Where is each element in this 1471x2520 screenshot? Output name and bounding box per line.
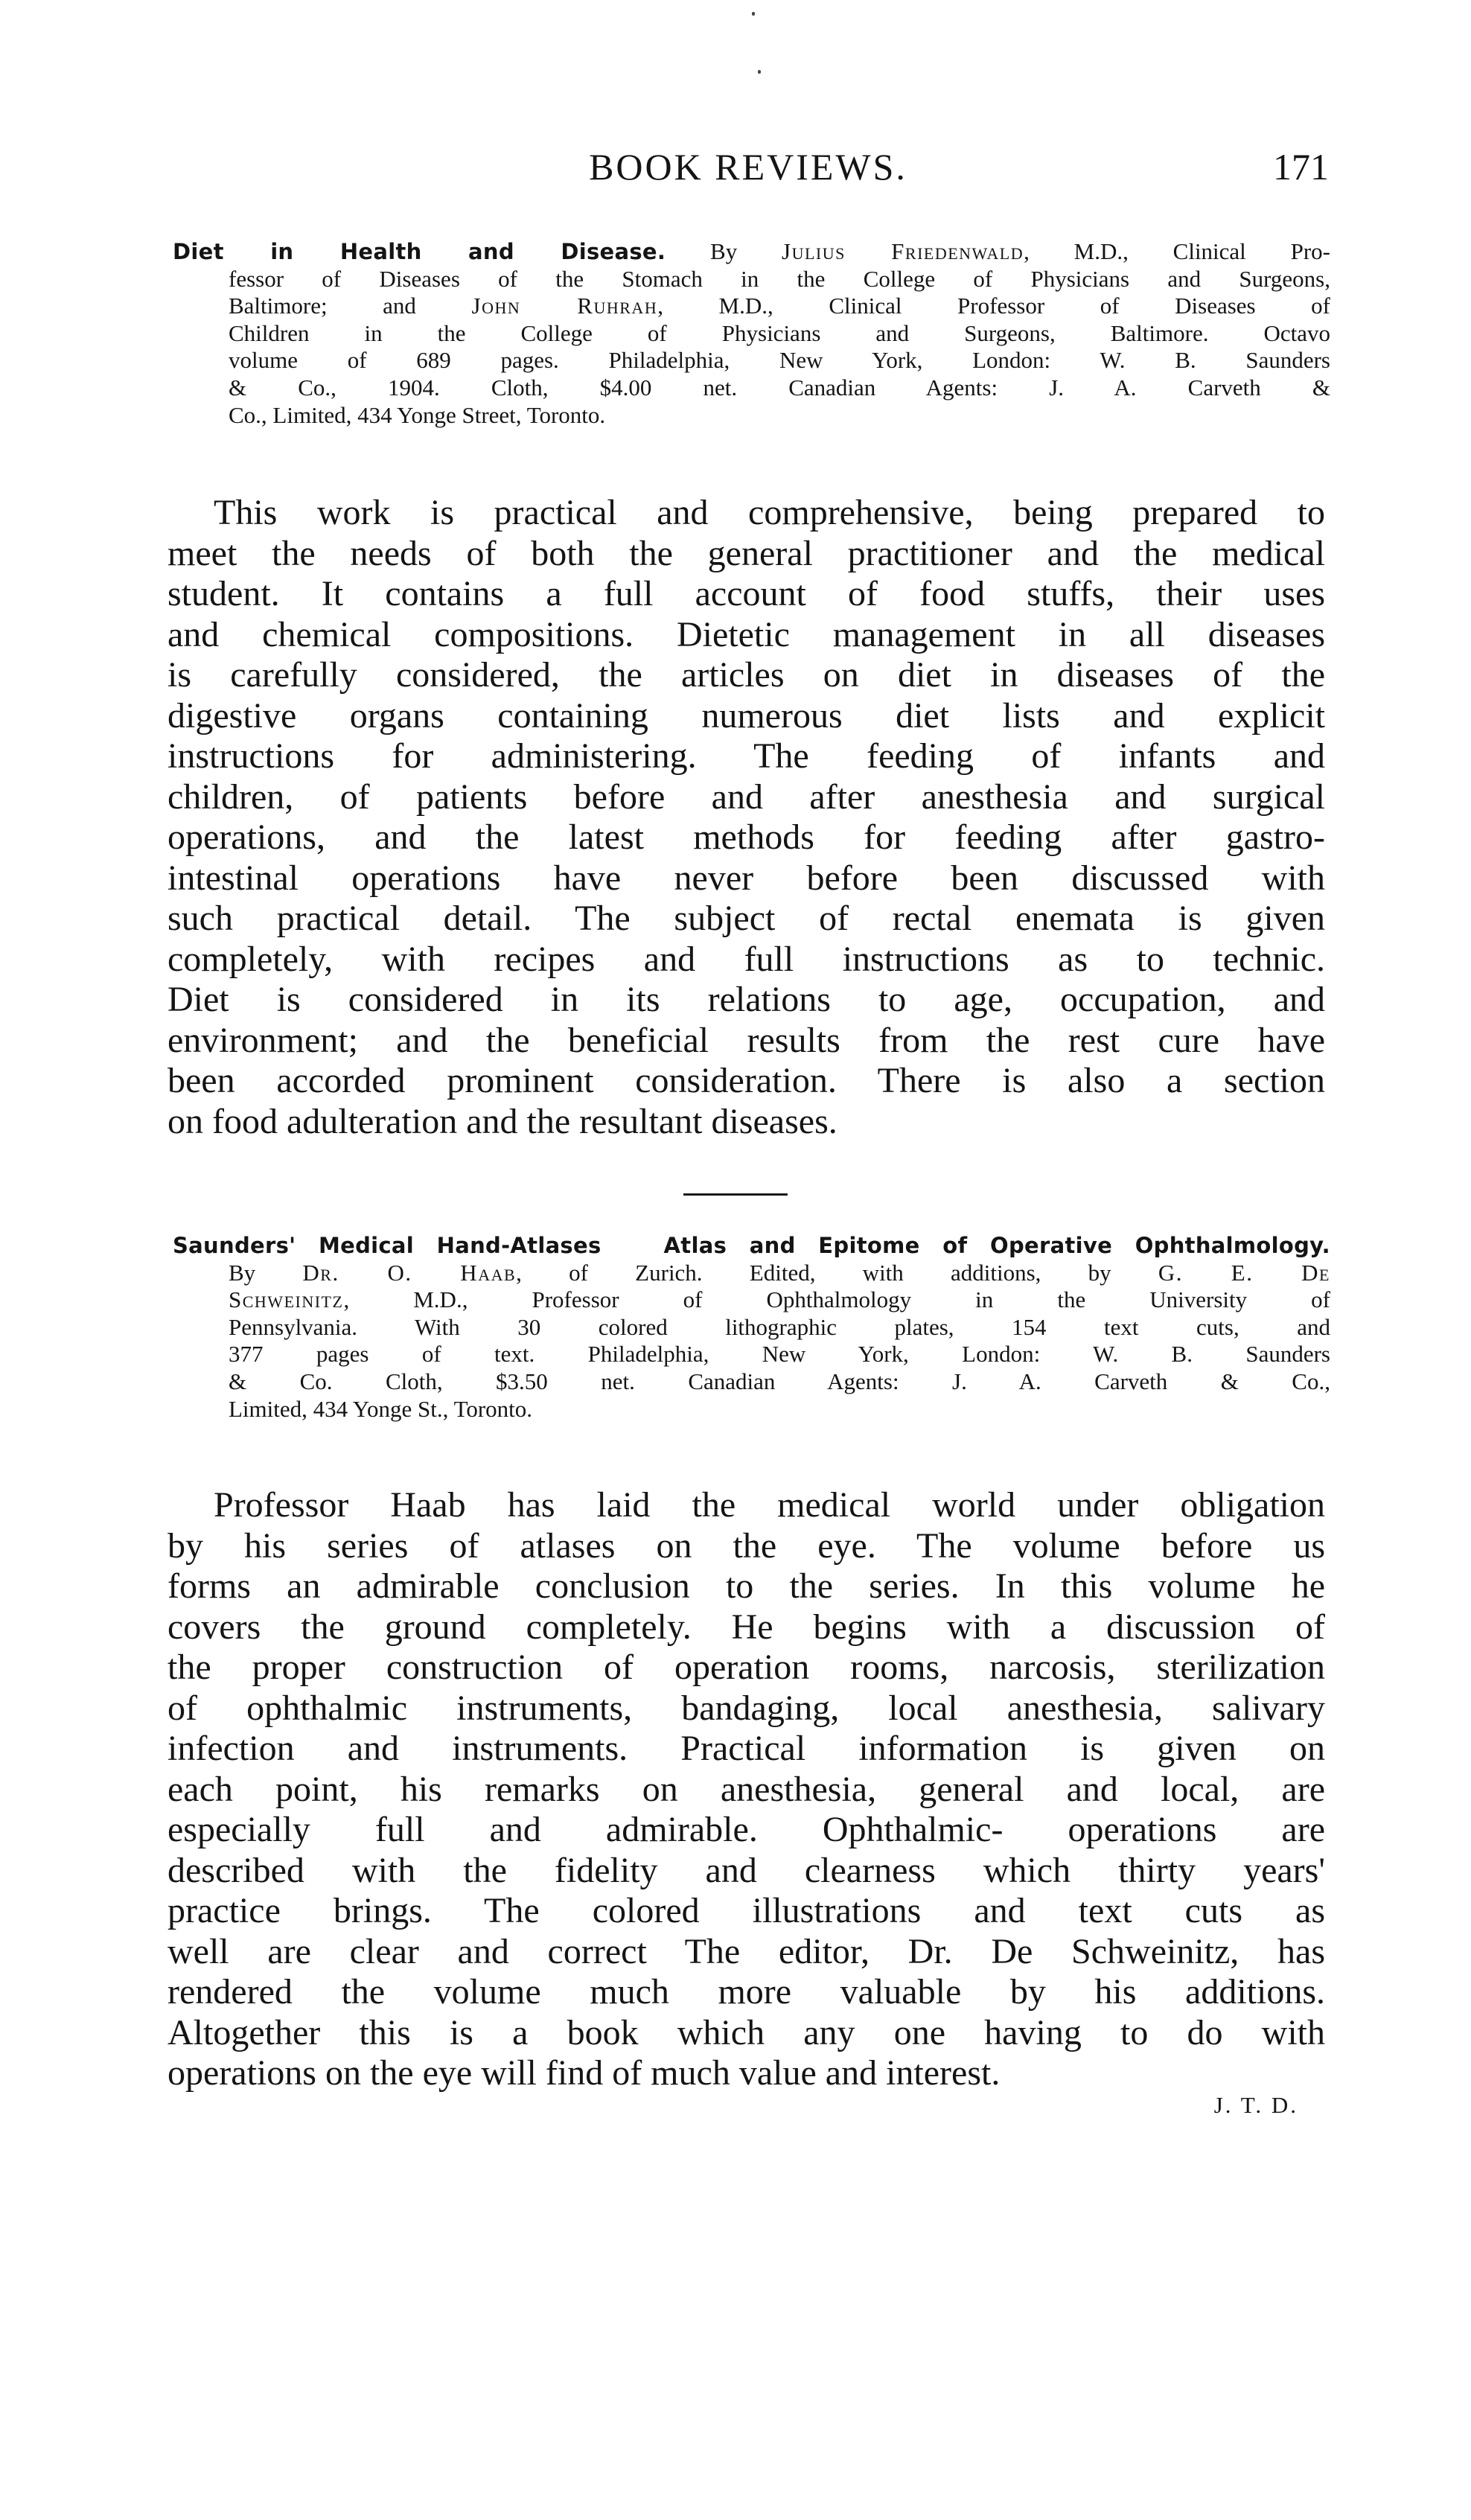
body-line: completely, with recipes and full instructions as to technic. — [167, 939, 1325, 979]
citation-line: volume of 689 pages. Philadelphia, New York, London: W. B. Saunders — [229, 347, 1330, 374]
citation-line: Children in the College of Physicians and Surgeons, Baltimore. Octavo — [229, 319, 1330, 346]
body-line: and chemical compositions. Dietetic management in all diseases — [167, 614, 1325, 654]
body-line: covers the ground completely. He begins with a discussion of — [167, 1607, 1325, 1647]
body-line: practice brings. The colored illustrations and text cuts as — [167, 1891, 1325, 1930]
citation-line: Co., Limited, 434 Yonge Street, Toronto. — [229, 401, 606, 428]
citation-line: & Co. Cloth, $3.50 net. Canadian Agents: J. A. Carveth & Co., — [229, 1368, 1330, 1394]
body-line: especially full and admirable. Ophthalmic- operations are — [167, 1810, 1325, 1849]
body-line: described with the fidelity and clearness which thirty years' — [167, 1850, 1325, 1890]
body-line: rendered the volume much more valuable by his additions. — [167, 1972, 1325, 2012]
page-number: 171 — [1273, 146, 1329, 188]
body-line: well are clear and correct The editor, Dr. De Schweinitz, has — [167, 1931, 1325, 1971]
body-line: intestinal operations have never before been discussed with — [167, 858, 1325, 898]
body-line: digestive organs containing numerous diet lists and explicit — [167, 695, 1325, 736]
body-line: environment; and the beneficial results from the rest cure have — [167, 1020, 1325, 1060]
series-title: Saunders' Medical Hand-Atlases — [173, 1233, 602, 1258]
body-line: children, of patients before and after anesthesia and surgical — [167, 776, 1325, 817]
book-title: Atlas and Epitome of Operative Ophthalmology. — [663, 1233, 1330, 1258]
body-line: meet the needs of both the general practitioner and the medical — [167, 533, 1325, 573]
citation-line: Pennsylvania. With 30 colored lithographic plates, 154 text cuts, and — [229, 1313, 1330, 1340]
citation-line: 377 pages of text. Philadelphia, New York, London: W. B. Saunders — [229, 1341, 1330, 1368]
author-name: John Ruhrah — [471, 293, 658, 319]
body-line: is carefully considered, the articles on diet in diseases of the — [167, 655, 1325, 695]
author-name: Dr. O. Haab — [302, 1259, 517, 1286]
print-speck — [758, 70, 761, 74]
book-title: Diet in Health and Disease. — [173, 239, 666, 264]
body-line: each point, his remarks on anesthesia, general and local, are — [167, 1769, 1325, 1809]
editor-name: Schweinitz — [229, 1286, 344, 1313]
body-line: such practical detail. The subject of rectal enemata is given — [167, 899, 1325, 938]
running-head — [167, 145, 1329, 197]
print-speck — [752, 12, 755, 16]
body-line: on food adulteration and the resultant diseases. — [167, 1101, 837, 1141]
review-2-body — [167, 1485, 1325, 2094]
body-line: student. It contains a full account of food stuffs, their uses — [167, 574, 1325, 613]
citation-line: fessor of Diseases of the Stomach in the College of Physicians and Surgeons, — [229, 265, 1330, 292]
body-line: the proper construction of operation rooms, narcosis, sterilization — [167, 1647, 1325, 1687]
body-line: infection and instruments. Practical information is given on — [167, 1729, 1325, 1768]
section-divider — [683, 1193, 788, 1196]
citation-line: By Dr. O. Haab, of Zurich. Edited, with additions, by G. E. De — [229, 1259, 1330, 1286]
citation-line: Schweinitz, M.D., Professor of Ophthalmology in the University of — [229, 1286, 1330, 1313]
body-line: forms an admirable conclusion to the series. In this volume he — [167, 1566, 1325, 1606]
review-1-body — [167, 493, 1325, 1142]
review-2-citation — [173, 1232, 1330, 1423]
body-line: operations, and the latest methods for feeding after gastro- — [167, 817, 1325, 857]
body-line: by his series of atlases on the eye. The volume before us — [167, 1525, 1325, 1566]
running-title: BOOK REVIEWS. — [589, 146, 907, 188]
body-line: This work is practical and comprehensive, being prepared to — [214, 493, 1325, 532]
citation-line: & Co., 1904. Cloth, $4.00 net. Canadian Agents: J. A. Carveth & — [229, 374, 1330, 401]
body-line: of ophthalmic instruments, bandaging, local anesthesia, salivary — [167, 1688, 1325, 1728]
body-line: been accorded prominent consideration. There is also a section — [167, 1061, 1325, 1100]
body-line: Professor Haab has laid the medical world under obligation — [214, 1485, 1325, 1525]
author-name: Julius Friedenwald — [782, 238, 1024, 264]
citation-line — [173, 1232, 1330, 1260]
body-line: instructions for administering. The feeding of infants and — [167, 736, 1325, 776]
body-line: Altogether this is a book which any one having to do with — [167, 2012, 1325, 2052]
body-line: operations on the eye will find of much value and interest. — [167, 2053, 1001, 2093]
citation-line: Baltimore; and John Ruhrah, M.D., Clinical Professor of Diseases of — [229, 293, 1330, 319]
body-line: Diet is considered in its relations to age, occupation, and — [167, 980, 1325, 1019]
citation-line: Limited, 434 Yonge St., Toronto. — [229, 1395, 533, 1422]
editor-name: G. E. De — [1158, 1259, 1330, 1286]
citation-line: Diet in Health and Disease. By Julius Friedenwald, M.D., Clinical Pro- — [173, 238, 1330, 264]
reviewer-signature: J. T. D. — [1213, 2092, 1298, 2118]
review-1-citation — [173, 238, 1330, 429]
